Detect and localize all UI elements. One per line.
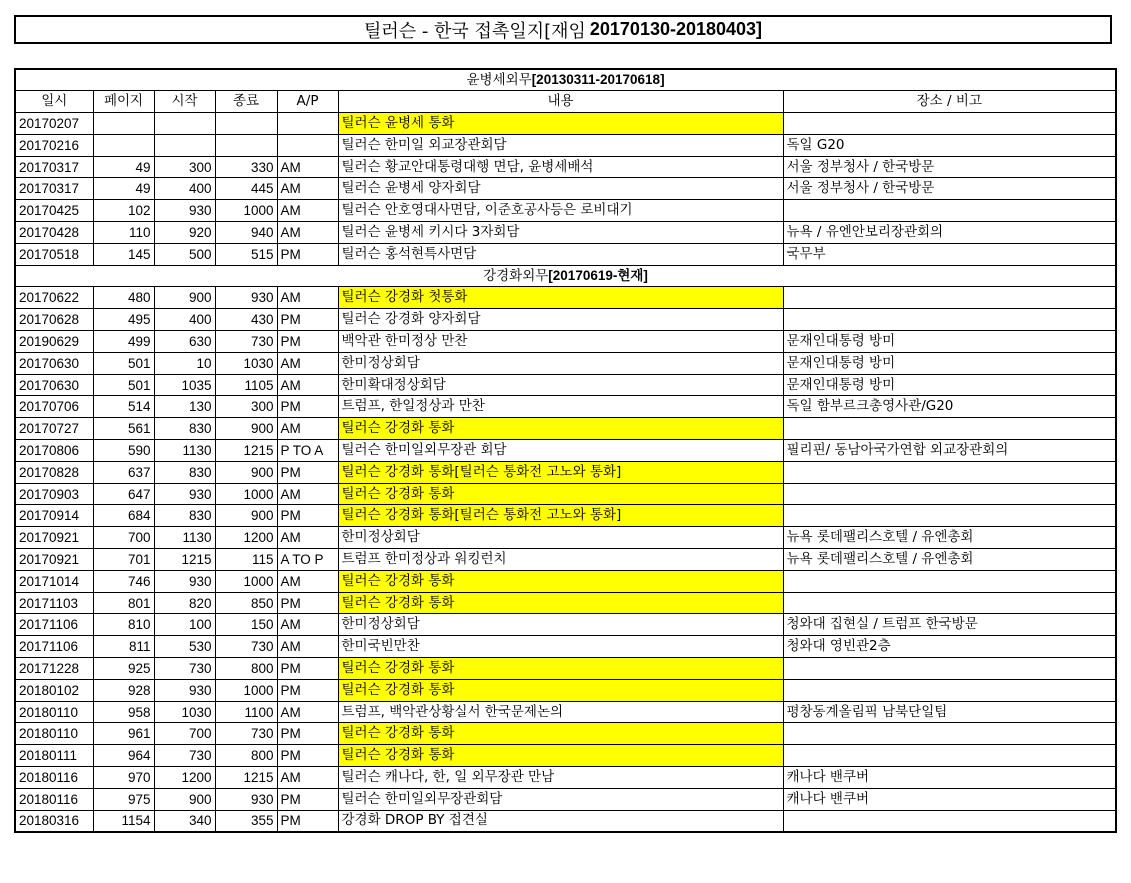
start-cell: 730	[154, 745, 215, 767]
table-row	[15, 418, 1116, 440]
note-cell	[783, 810, 1116, 832]
ap-cell: AM	[277, 483, 338, 505]
end-cell: 730	[215, 636, 277, 658]
end-cell: 730	[215, 331, 277, 353]
start-cell: 930	[154, 200, 215, 222]
note-cell: 문재인대통령 방미	[783, 374, 1116, 396]
note-cell	[783, 418, 1116, 440]
date-cell: 20170828	[15, 461, 93, 483]
section-range: [20130311-20170618]	[531, 72, 665, 88]
table-row	[15, 592, 1116, 614]
ap-cell: PM	[277, 592, 338, 614]
end-cell	[215, 134, 277, 156]
page-cell: 637	[93, 461, 154, 483]
table-row	[15, 396, 1116, 418]
date-cell: 20171228	[15, 658, 93, 680]
table-row	[15, 309, 1116, 331]
end-cell: 900	[215, 461, 277, 483]
end-cell: 445	[215, 178, 277, 200]
date-cell: 20170706	[15, 396, 93, 418]
page-cell: 810	[93, 614, 154, 636]
date-cell: 20170921	[15, 549, 93, 571]
page-cell: 928	[93, 679, 154, 701]
ap-cell: PM	[277, 679, 338, 701]
ap-cell	[277, 134, 338, 156]
table-row	[15, 200, 1116, 222]
start-cell: 130	[154, 396, 215, 418]
table-row	[15, 287, 1116, 309]
page-cell: 501	[93, 374, 154, 396]
date-cell: 20170425	[15, 200, 93, 222]
page-cell: 970	[93, 767, 154, 789]
end-cell: 1000	[215, 200, 277, 222]
content-cell: 한미정상회담	[338, 527, 783, 549]
content-cell: 틸러슨 강경화 통화	[338, 418, 783, 440]
ap-cell: PM	[277, 658, 338, 680]
end-cell: 115	[215, 549, 277, 571]
note-cell	[783, 723, 1116, 745]
page-cell: 975	[93, 788, 154, 810]
end-cell: 730	[215, 723, 277, 745]
note-cell: 뉴욕 / 유엔안보리장관회의	[783, 222, 1116, 244]
note-cell	[783, 505, 1116, 527]
start-cell: 400	[154, 178, 215, 200]
ap-cell: PM	[277, 461, 338, 483]
start-cell: 930	[154, 570, 215, 592]
page-cell: 102	[93, 200, 154, 222]
ap-cell: PM	[277, 745, 338, 767]
page-cell: 480	[93, 287, 154, 309]
content-cell: 백악관 한미정상 만찬	[338, 331, 783, 353]
note-cell: 캐나다 밴쿠버	[783, 788, 1116, 810]
date-cell: 20170630	[15, 374, 93, 396]
note-cell	[783, 309, 1116, 331]
content-cell: 틸러슨 강경화 첫통화	[338, 287, 783, 309]
table-row	[15, 243, 1116, 265]
date-cell: 20170914	[15, 505, 93, 527]
table-row	[15, 701, 1116, 723]
date-cell: 20180116	[15, 767, 93, 789]
table-row	[15, 156, 1116, 178]
content-cell: 틸러슨 캐나다, 한, 일 외무장관 만남	[338, 767, 783, 789]
ap-cell: AM	[277, 527, 338, 549]
table-row	[15, 352, 1116, 374]
ap-cell: PM	[277, 788, 338, 810]
ap-cell: PM	[277, 331, 338, 353]
table-row	[15, 636, 1116, 658]
date-cell: 20180111	[15, 745, 93, 767]
start-cell: 820	[154, 592, 215, 614]
content-cell: 틸러슨 강경화 통화	[338, 483, 783, 505]
ap-cell: AM	[277, 374, 338, 396]
start-cell: 100	[154, 614, 215, 636]
start-cell: 900	[154, 287, 215, 309]
start-cell: 730	[154, 658, 215, 680]
end-cell: 1000	[215, 483, 277, 505]
content-cell: 한미확대정상회담	[338, 374, 783, 396]
start-cell: 1030	[154, 701, 215, 723]
end-cell: 1215	[215, 440, 277, 462]
ap-cell: PM	[277, 723, 338, 745]
content-cell: 틸러슨 윤병세 양자회담	[338, 178, 783, 200]
column-header-content: 내용	[338, 91, 783, 113]
end-cell: 900	[215, 418, 277, 440]
date-cell: 20170630	[15, 352, 93, 374]
page-cell: 647	[93, 483, 154, 505]
end-cell: 1105	[215, 374, 277, 396]
ap-cell: P TO A	[277, 440, 338, 462]
note-cell	[783, 592, 1116, 614]
end-cell: 800	[215, 658, 277, 680]
page-cell: 961	[93, 723, 154, 745]
start-cell	[154, 113, 215, 135]
content-cell: 틸러슨 홍석현특사면담	[338, 243, 783, 265]
ap-cell: AM	[277, 178, 338, 200]
content-cell: 트럼프, 백악관상황실서 한국문제논의	[338, 701, 783, 723]
content-cell: 한미정상회담	[338, 614, 783, 636]
date-cell: 20171103	[15, 592, 93, 614]
date-cell: 20170207	[15, 113, 93, 135]
note-cell: 국무부	[783, 243, 1116, 265]
section-range: [20170619-현재]	[548, 268, 648, 284]
date-cell: 20180316	[15, 810, 93, 832]
note-cell	[783, 113, 1116, 135]
start-cell: 1035	[154, 374, 215, 396]
content-cell: 한미국빈만찬	[338, 636, 783, 658]
content-cell: 틸러슨 강경화 통화	[338, 570, 783, 592]
title-range: 20170130-20180403]	[589, 19, 763, 39]
content-cell: 틸러슨 한미일 외교장관회담	[338, 134, 783, 156]
section-title	[15, 265, 1116, 287]
date-cell: 20170622	[15, 287, 93, 309]
contact-log-table	[14, 68, 1117, 833]
end-cell: 930	[215, 788, 277, 810]
column-header-row	[15, 91, 1116, 113]
date-cell: 20170628	[15, 309, 93, 331]
date-cell: 20170921	[15, 527, 93, 549]
content-cell: 틸러슨 황교안대통령대행 면담, 윤병세배석	[338, 156, 783, 178]
content-cell: 틸러슨 강경화 통화	[338, 592, 783, 614]
content-cell: 틸러슨 한미일외무장관회담	[338, 788, 783, 810]
date-cell: 20170216	[15, 134, 93, 156]
note-cell: 청와대 집현실 / 트럼프 한국방문	[783, 614, 1116, 636]
note-cell: 서울 정부청사 / 한국방문	[783, 178, 1116, 200]
page-cell: 49	[93, 156, 154, 178]
date-cell: 20180102	[15, 679, 93, 701]
ap-cell: AM	[277, 701, 338, 723]
ap-cell: PM	[277, 396, 338, 418]
end-cell: 330	[215, 156, 277, 178]
ap-cell: AM	[277, 636, 338, 658]
column-header-ap: A/P	[277, 91, 338, 113]
table-row	[15, 658, 1116, 680]
table-row	[15, 483, 1116, 505]
start-cell: 920	[154, 222, 215, 244]
page-cell: 499	[93, 331, 154, 353]
end-cell: 300	[215, 396, 277, 418]
start-cell	[154, 134, 215, 156]
page-cell: 110	[93, 222, 154, 244]
note-cell: 서울 정부청사 / 한국방문	[783, 156, 1116, 178]
end-cell: 900	[215, 505, 277, 527]
note-cell: 필리핀/ 동남아국가연합 외교장관회의	[783, 440, 1116, 462]
end-cell: 1200	[215, 527, 277, 549]
end-cell: 1215	[215, 767, 277, 789]
content-cell: 틸러슨 강경화 양자회담	[338, 309, 783, 331]
end-cell: 355	[215, 810, 277, 832]
ap-cell: AM	[277, 570, 338, 592]
table-body	[15, 69, 1116, 832]
date-cell: 20170428	[15, 222, 93, 244]
date-cell: 20180110	[15, 723, 93, 745]
ap-cell: PM	[277, 243, 338, 265]
ap-cell: AM	[277, 287, 338, 309]
note-cell: 독일 함부르크총영사관/G20	[783, 396, 1116, 418]
page-cell: 958	[93, 701, 154, 723]
content-cell: 틸러슨 강경화 통화[틸러슨 통화전 고노와 통화]	[338, 505, 783, 527]
end-cell: 940	[215, 222, 277, 244]
table-row	[15, 614, 1116, 636]
table-row	[15, 440, 1116, 462]
page-cell: 49	[93, 178, 154, 200]
start-cell: 530	[154, 636, 215, 658]
date-cell: 20190629	[15, 331, 93, 353]
ap-cell: AM	[277, 767, 338, 789]
note-cell	[783, 745, 1116, 767]
start-cell: 830	[154, 461, 215, 483]
date-cell: 20170727	[15, 418, 93, 440]
start-cell: 300	[154, 156, 215, 178]
end-cell: 1100	[215, 701, 277, 723]
start-cell: 700	[154, 723, 215, 745]
start-cell: 930	[154, 483, 215, 505]
end-cell: 930	[215, 287, 277, 309]
start-cell: 1200	[154, 767, 215, 789]
content-cell: 틸러슨 강경화 통화[틸러슨 통화전 고노와 통화]	[338, 461, 783, 483]
page-cell: 1154	[93, 810, 154, 832]
note-cell: 독일 G20	[783, 134, 1116, 156]
table-row	[15, 461, 1116, 483]
table-row	[15, 549, 1116, 571]
date-cell: 20171014	[15, 570, 93, 592]
content-cell: 틸러슨 윤병세 통화	[338, 113, 783, 135]
page-cell: 684	[93, 505, 154, 527]
note-cell: 뉴욕 롯데팰리스호텔 / 유엔총회	[783, 527, 1116, 549]
start-cell: 1130	[154, 527, 215, 549]
start-cell: 830	[154, 505, 215, 527]
start-cell: 830	[154, 418, 215, 440]
content-cell: 틸러슨 강경화 통화	[338, 745, 783, 767]
start-cell: 500	[154, 243, 215, 265]
content-cell: 트럼프 한미정상과 워킹런치	[338, 549, 783, 571]
date-cell: 20171106	[15, 614, 93, 636]
date-cell: 20180110	[15, 701, 93, 723]
section-header-row	[15, 69, 1116, 91]
end-cell	[215, 113, 277, 135]
ap-cell: AM	[277, 200, 338, 222]
content-cell: 틸러슨 강경화 통화	[338, 658, 783, 680]
ap-cell: AM	[277, 614, 338, 636]
content-cell: 한미정상회담	[338, 352, 783, 374]
page-cell: 495	[93, 309, 154, 331]
note-cell: 문재인대통령 방미	[783, 331, 1116, 353]
content-cell: 강경화 DROP BY 접견실	[338, 810, 783, 832]
table-row	[15, 767, 1116, 789]
note-cell: 뉴욕 롯데팰리스호텔 / 유엔총회	[783, 549, 1116, 571]
end-cell: 430	[215, 309, 277, 331]
start-cell: 900	[154, 788, 215, 810]
page-cell: 700	[93, 527, 154, 549]
page-cell: 514	[93, 396, 154, 418]
ap-cell: PM	[277, 810, 338, 832]
section-title	[15, 69, 1116, 91]
end-cell: 1000	[215, 570, 277, 592]
title-main: 틸러슨 - 한국 접촉일지[재임	[363, 20, 586, 42]
column-header-start: 시작	[154, 91, 215, 113]
ap-cell: AM	[277, 352, 338, 374]
end-cell: 515	[215, 243, 277, 265]
note-cell: 평창동계올림픽 남북단일팀	[783, 701, 1116, 723]
date-cell: 20171106	[15, 636, 93, 658]
note-cell	[783, 570, 1116, 592]
date-cell: 20170806	[15, 440, 93, 462]
content-cell: 틸러슨 강경화 통화	[338, 723, 783, 745]
page-cell: 746	[93, 570, 154, 592]
table-row	[15, 178, 1116, 200]
table-row	[15, 723, 1116, 745]
page-cell: 964	[93, 745, 154, 767]
page-title	[14, 15, 1112, 44]
start-cell: 630	[154, 331, 215, 353]
date-cell: 20170903	[15, 483, 93, 505]
table-row	[15, 113, 1116, 135]
page-cell: 590	[93, 440, 154, 462]
table-row	[15, 527, 1116, 549]
section-label: 윤병세외무	[466, 72, 532, 89]
ap-cell: A TO P	[277, 549, 338, 571]
end-cell: 1000	[215, 679, 277, 701]
page-cell: 811	[93, 636, 154, 658]
note-cell	[783, 679, 1116, 701]
table-row	[15, 374, 1116, 396]
note-cell: 캐나다 밴쿠버	[783, 767, 1116, 789]
content-cell: 틸러슨 윤병세 키시다 3자회담	[338, 222, 783, 244]
column-header-end: 종료	[215, 91, 277, 113]
end-cell: 1030	[215, 352, 277, 374]
start-cell: 930	[154, 679, 215, 701]
start-cell: 1215	[154, 549, 215, 571]
content-cell: 트럼프, 한일정상과 만찬	[338, 396, 783, 418]
table-row	[15, 331, 1116, 353]
section-label: 강경화외무	[483, 268, 549, 285]
date-cell: 20180116	[15, 788, 93, 810]
ap-cell: PM	[277, 309, 338, 331]
content-cell: 틸러슨 강경화 통화	[338, 679, 783, 701]
note-cell	[783, 200, 1116, 222]
page-cell: 561	[93, 418, 154, 440]
note-cell	[783, 658, 1116, 680]
date-cell: 20170518	[15, 243, 93, 265]
ap-cell: AM	[277, 156, 338, 178]
date-cell: 20170317	[15, 156, 93, 178]
column-header-note: 장소 / 비고	[783, 91, 1116, 113]
start-cell: 1130	[154, 440, 215, 462]
end-cell: 800	[215, 745, 277, 767]
ap-cell: AM	[277, 418, 338, 440]
table-row	[15, 505, 1116, 527]
page-cell	[93, 113, 154, 135]
page-cell: 701	[93, 549, 154, 571]
ap-cell: AM	[277, 222, 338, 244]
ap-cell: PM	[277, 505, 338, 527]
content-cell: 틸러슨 한미일외무장관 회담	[338, 440, 783, 462]
start-cell: 10	[154, 352, 215, 374]
table-row	[15, 788, 1116, 810]
note-cell	[783, 287, 1116, 309]
page-cell: 501	[93, 352, 154, 374]
page-cell: 801	[93, 592, 154, 614]
column-header-page: 페이지	[93, 91, 154, 113]
start-cell: 340	[154, 810, 215, 832]
note-cell: 청와대 영빈관2층	[783, 636, 1116, 658]
note-cell: 문재인대통령 방미	[783, 352, 1116, 374]
page-cell: 145	[93, 243, 154, 265]
page-cell: 925	[93, 658, 154, 680]
content-cell: 틸러슨 안호영대사면담, 이준호공사등은 로비대기	[338, 200, 783, 222]
note-cell	[783, 483, 1116, 505]
note-cell	[783, 461, 1116, 483]
date-cell: 20170317	[15, 178, 93, 200]
table-row	[15, 810, 1116, 832]
section-header-row	[15, 265, 1116, 287]
end-cell: 150	[215, 614, 277, 636]
column-header-date: 일시	[15, 91, 93, 113]
table-row	[15, 134, 1116, 156]
table-row	[15, 745, 1116, 767]
table-row	[15, 222, 1116, 244]
end-cell: 850	[215, 592, 277, 614]
table-row	[15, 679, 1116, 701]
page-cell	[93, 134, 154, 156]
ap-cell	[277, 113, 338, 135]
table-row	[15, 570, 1116, 592]
start-cell: 400	[154, 309, 215, 331]
